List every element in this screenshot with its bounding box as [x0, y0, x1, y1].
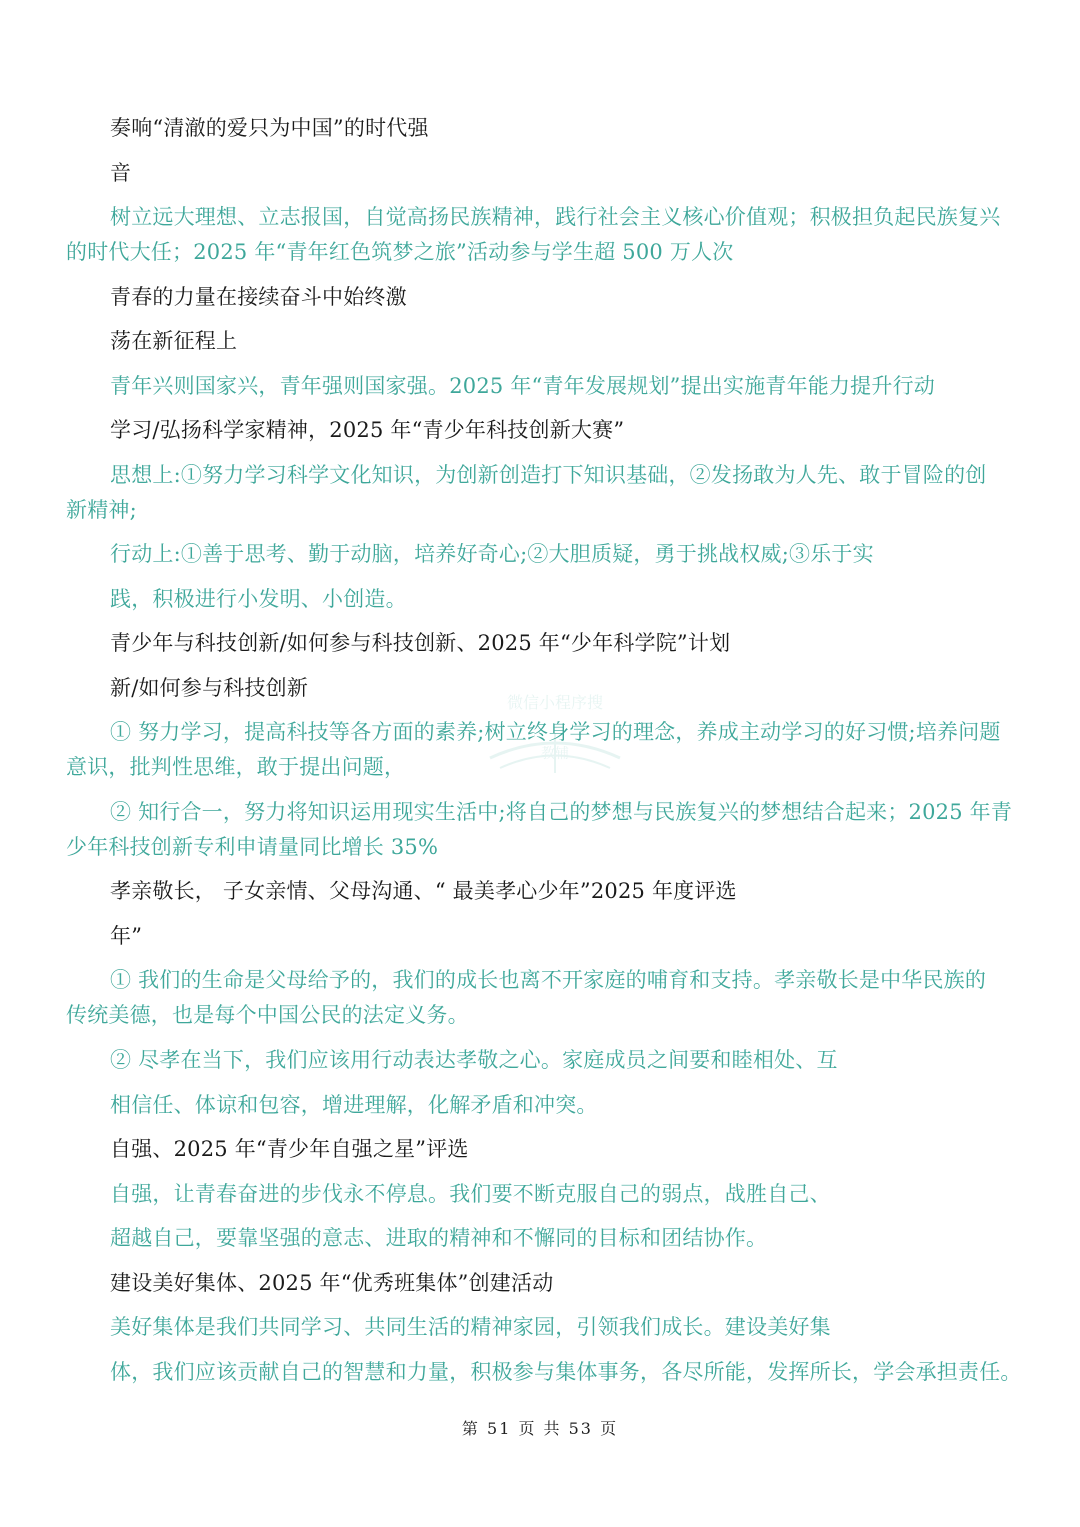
heading-line-5: 青春的力量在接续奋斗中始终激 [110, 285, 407, 309]
heading-line-8: 学习/弘扬科学家精神，2025 年“青少年科技创新大赛” [110, 418, 625, 442]
heading-line-14: 新/如何参与科技创新 [110, 676, 309, 700]
page-number-footer: 第 51 页 共 53 页 [461, 1419, 619, 1438]
paragraph-line-18: 少年科技创新专利申请量同比增长 35% [66, 835, 439, 859]
heading-line-20: 年” [110, 924, 143, 948]
watermark-text-top: 微信小程序搜 [506, 693, 604, 712]
paragraph-line-12: 践，积极进行小发明、小创造。 [110, 587, 407, 611]
paragraph-line-22: 传统美德，也是每个中国公民的法定义务。 [66, 1003, 469, 1027]
heading-line-2: 音 [110, 161, 132, 185]
heading-line-25: 自强、2025 年“青少年自强之星”评选 [110, 1137, 469, 1161]
heading-line-1: 奏响“清澈的爱只为中国”的时代强 [110, 116, 429, 140]
paragraph-line-26: 自强，让青春奋进的步伐永不停息。我们要不断克服自己的弱点，战胜自己、 [110, 1182, 831, 1206]
paragraph-line-15: ① 努力学习，提高科技等各方面的素养;树立终身学习的理念，养成主动学习的好习惯;培养问题 [110, 720, 1001, 744]
paragraph-line-4: 的时代大任；2025 年“青年红色筑梦之旅”活动参与学生超 500 万人次 [66, 240, 734, 264]
paragraph-line-17: ② 知行合一，努力将知识运用现实生活中;将自己的梦想与民族复兴的梦想结合起来；2025 年青 [110, 800, 1013, 824]
paragraph-line-30: 体，我们应该贡献自己的智慧和力量，积极参与集体事务，各尽所能，发挥所长，学会承担责任。 [110, 1360, 1022, 1384]
paragraph-line-10: 新精神; [66, 498, 137, 522]
paragraph-line-11: 行动上:①善于思考、勤于动脑，培养好奇心;②大胆质疑，勇于挑战权威;③乐于实 [110, 542, 874, 566]
paragraph-line-21: ① 我们的生命是父母给予的，我们的成长也离不开家庭的哺育和支持。孝亲敬长是中华民族的 [110, 968, 987, 992]
paragraph-line-27: 超越自己，要靠坚强的意志、进取的精神和不懈同的目标和团结协作。 [110, 1226, 768, 1250]
paragraph-line-9: 思想上:①努力学习科学文化知识，为创新创造打下知识基础，②发扬敢为人先、敢于冒险的创 [110, 463, 987, 487]
heading-line-13: 青少年与科技创新/如何参与科技创新、2025 年“少年科学院”计划 [110, 631, 731, 655]
heading-line-28: 建设美好集体、2025 年“优秀班集体”创建活动 [110, 1271, 554, 1295]
paragraph-line-29: 美好集体是我们共同学习、共同生活的精神家园，引领我们成长。建设美好集 [110, 1315, 831, 1339]
heading-line-19: 孝亲敬长， 子女亲情、父母沟通、“ 最美孝心少年”2025 年度评选 [110, 879, 737, 903]
paragraph-line-24: 相信任、体谅和包容，增进理解，化解矛盾和冲突。 [110, 1093, 598, 1117]
paragraph-line-23: ② 尽孝在当下，我们应该用行动表达孝敬之心。家庭成员之间要和睦相处、互 [110, 1048, 838, 1072]
heading-line-6: 荡在新征程上 [110, 329, 238, 353]
watermark-text-bottom: 教辅 [541, 746, 569, 762]
paragraph-line-3: 树立远大理想、立志报国，自觉高扬民族精神，践行社会主义核心价值观；积极担负起民族复兴 [110, 205, 1001, 229]
paragraph-line-16: 意识，批判性思维，敢于提出问题， [66, 755, 406, 779]
paragraph-line-7: 青年兴则国家兴，青年强则国家强。2025 年“青年发展规划”提出实施青年能力提升行动 [110, 374, 935, 398]
